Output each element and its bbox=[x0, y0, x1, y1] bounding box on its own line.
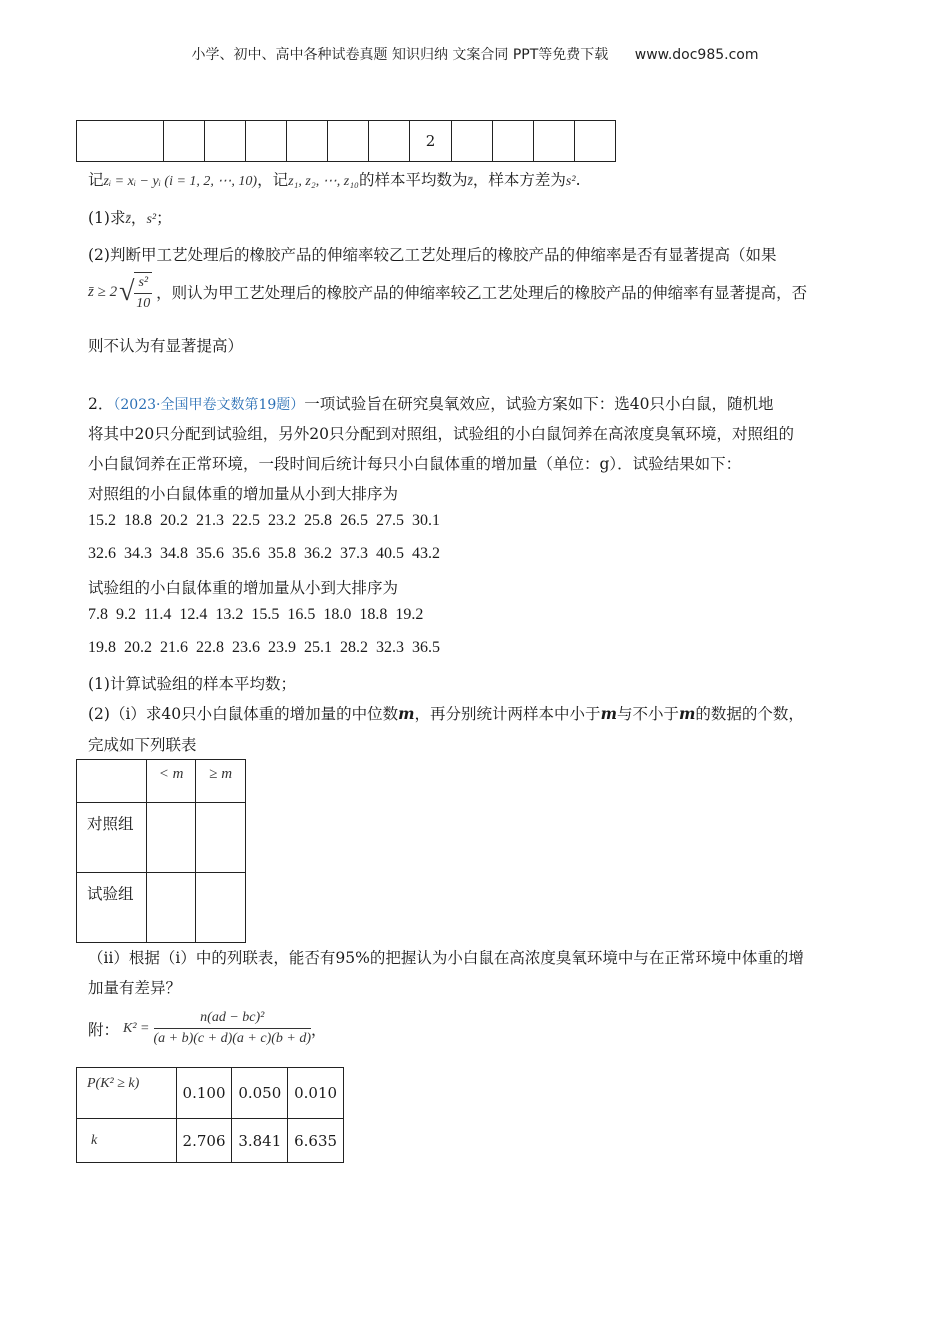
s2-symbol: s² bbox=[146, 212, 157, 227]
question-source: （2023·全国甲卷文数第19题） bbox=[113, 397, 305, 413]
header-text: 小学、初中、高中各种试卷真题 知识归纳 文案合同 PPT等免费下载 bbox=[191, 47, 609, 63]
q2-intro-line3: 小白鼠饲养在正常环境，一段时间后统计每只小白鼠体重的增加量（单位：g）．试验结果如下： bbox=[88, 455, 742, 473]
median-m: m bbox=[678, 704, 696, 723]
text: ，再分别统计两样本中小于 bbox=[414, 705, 601, 723]
row-label-k: k bbox=[77, 1119, 177, 1163]
table-cell bbox=[205, 121, 246, 162]
q1-part2-line1: (2)判断甲工艺处理后的橡胶产品的伸缩率较乙工艺处理后的橡胶产品的伸缩率是否有显著提高（如果 bbox=[88, 246, 777, 264]
row-header-control: 对照组 bbox=[77, 803, 147, 873]
table-cell: 2 bbox=[410, 121, 452, 162]
q1-part1 bbox=[88, 206, 172, 228]
q1-part2-line2 bbox=[88, 272, 807, 312]
table-cell bbox=[77, 760, 147, 803]
table-cell bbox=[196, 803, 246, 873]
text: ， bbox=[130, 209, 147, 227]
control-data-row1: 15.2 18.8 20.2 21.3 22.5 23.2 25.8 26.5 27.5 30.1 bbox=[88, 512, 440, 529]
contingency-table bbox=[76, 759, 246, 943]
median-m: m bbox=[600, 704, 617, 723]
zbar-symbol: z̄ bbox=[467, 174, 473, 189]
text: ； bbox=[156, 209, 172, 227]
zbar-symbol: z̄ bbox=[125, 212, 131, 227]
table-cell bbox=[328, 121, 369, 162]
fraction-numerator: n(ad − bc)² bbox=[154, 1010, 312, 1029]
q2-part2i-line1 bbox=[88, 702, 804, 724]
text: ，记 bbox=[257, 171, 289, 189]
formula-vars: z₁, z₂, ⋯, z₁₀ bbox=[288, 174, 359, 189]
table-cell bbox=[196, 873, 246, 943]
sqrt-fraction bbox=[134, 272, 152, 312]
test-group-label: 试验组的小白鼠体重的增加量从小到大排序为 bbox=[88, 579, 399, 597]
text: 一项试验旨在研究臭氧效应，试验方案如下：选40只小白鼠，随机地 bbox=[304, 395, 774, 413]
q2-part2ii-line1: （ⅱ）根据（ⅰ）中的列联表，能否有95%的把握认为小白鼠在高浓度臭氧环境中与在正常环境中体重的增 bbox=[88, 949, 804, 967]
fraction-numerator: s² bbox=[134, 275, 152, 294]
question-number: 2． bbox=[88, 395, 114, 413]
k-critical-table bbox=[76, 1067, 344, 1163]
control-data-row2: 32.6 34.3 34.8 35.6 35.6 35.8 36.2 37.3 40.5 43.2 bbox=[88, 545, 440, 562]
text: 记 bbox=[88, 171, 104, 189]
table-cell: 0.100 bbox=[176, 1068, 232, 1119]
header-url[interactable]: www.doc985.com bbox=[634, 47, 759, 63]
table-cell: 0.010 bbox=[288, 1068, 344, 1119]
text: 的数据的个数， bbox=[695, 705, 804, 723]
table-cell bbox=[164, 121, 205, 162]
text: ，样本方差为 bbox=[472, 171, 566, 189]
q2-part2i-line2: 完成如下列联表 bbox=[88, 736, 197, 754]
q2-intro-line2: 将其中20只分配到试验组，另外20只分配到对照组，试验组的小白鼠饲养在高浓度臭氧环境，对照组的 bbox=[88, 425, 794, 443]
sqrt-sign: √ bbox=[119, 276, 135, 307]
table-cell bbox=[146, 803, 196, 873]
fraction-denominator: (a + b)(c + d)(a + c)(b + d) bbox=[153, 1031, 312, 1046]
table-cell bbox=[287, 121, 328, 162]
condition-left: z̄ ≥ 2 bbox=[88, 283, 118, 300]
table-cell bbox=[574, 121, 615, 162]
q2-part1: (1)计算试验组的样本平均数； bbox=[88, 675, 296, 693]
table-cell: 0.050 bbox=[232, 1068, 288, 1119]
table-cell bbox=[492, 121, 533, 162]
col-header-lt-m: < m bbox=[146, 760, 196, 803]
test-data-row2: 19.8 20.2 21.6 22.8 23.6 23.9 25.1 28.2 32.3 36.5 bbox=[88, 639, 440, 656]
table-cell bbox=[77, 121, 164, 162]
page-header bbox=[0, 44, 950, 64]
table-cell: 3.841 bbox=[232, 1119, 288, 1163]
table-cell bbox=[451, 121, 492, 162]
row-header-test: 试验组 bbox=[77, 873, 147, 943]
text: ，则认为甲工艺处理后的橡胶产品的伸缩率较乙工艺处理后的橡胶产品的伸缩率有显著提高，否 bbox=[156, 284, 808, 302]
text: (1)求 bbox=[88, 209, 126, 227]
row-label-probability: P(K² ≥ k) bbox=[77, 1068, 177, 1119]
text: . bbox=[575, 171, 581, 189]
table-cell bbox=[246, 121, 287, 162]
text: (2)（ⅰ）求40只小白鼠体重的增加量的中位数 bbox=[88, 705, 399, 723]
fraction-denominator: 10 bbox=[136, 296, 151, 311]
top-data-table bbox=[76, 120, 616, 162]
q2-intro-line1 bbox=[88, 392, 774, 414]
sqrt-expression bbox=[119, 272, 152, 312]
q2-part2ii-line2: 加量有差异？ bbox=[88, 979, 182, 997]
appendix-label: 附： bbox=[88, 1020, 120, 1039]
table-cell bbox=[533, 121, 574, 162]
table-cell: 6.635 bbox=[288, 1119, 344, 1163]
col-header-ge-m: ≥ m bbox=[196, 760, 246, 803]
k2-fraction bbox=[154, 1010, 312, 1047]
control-group-label: 对照组的小白鼠体重的增加量从小到大排序为 bbox=[88, 485, 399, 503]
median-m: m bbox=[398, 704, 415, 723]
appendix-formula bbox=[88, 1010, 327, 1047]
text: 与不小于 bbox=[616, 705, 679, 723]
formula-z: zᵢ = xᵢ − yᵢ (i = 1, 2, ⋯, 10) bbox=[103, 174, 258, 189]
s2-symbol: s² bbox=[565, 174, 576, 189]
text: ， bbox=[311, 1020, 327, 1039]
q1-part2-line3: 则不认为有显著提高） bbox=[88, 337, 244, 355]
table-cell: 2.706 bbox=[176, 1119, 232, 1163]
test-data-row1: 7.8 9.2 11.4 12.4 13.2 15.5 16.5 18.0 18.8 19.2 bbox=[88, 606, 424, 623]
text: 的样本平均数为 bbox=[358, 171, 468, 189]
q1-definition bbox=[88, 168, 581, 190]
k2-left: K² = bbox=[123, 1020, 150, 1036]
table-cell bbox=[146, 873, 196, 943]
table-cell bbox=[369, 121, 410, 162]
